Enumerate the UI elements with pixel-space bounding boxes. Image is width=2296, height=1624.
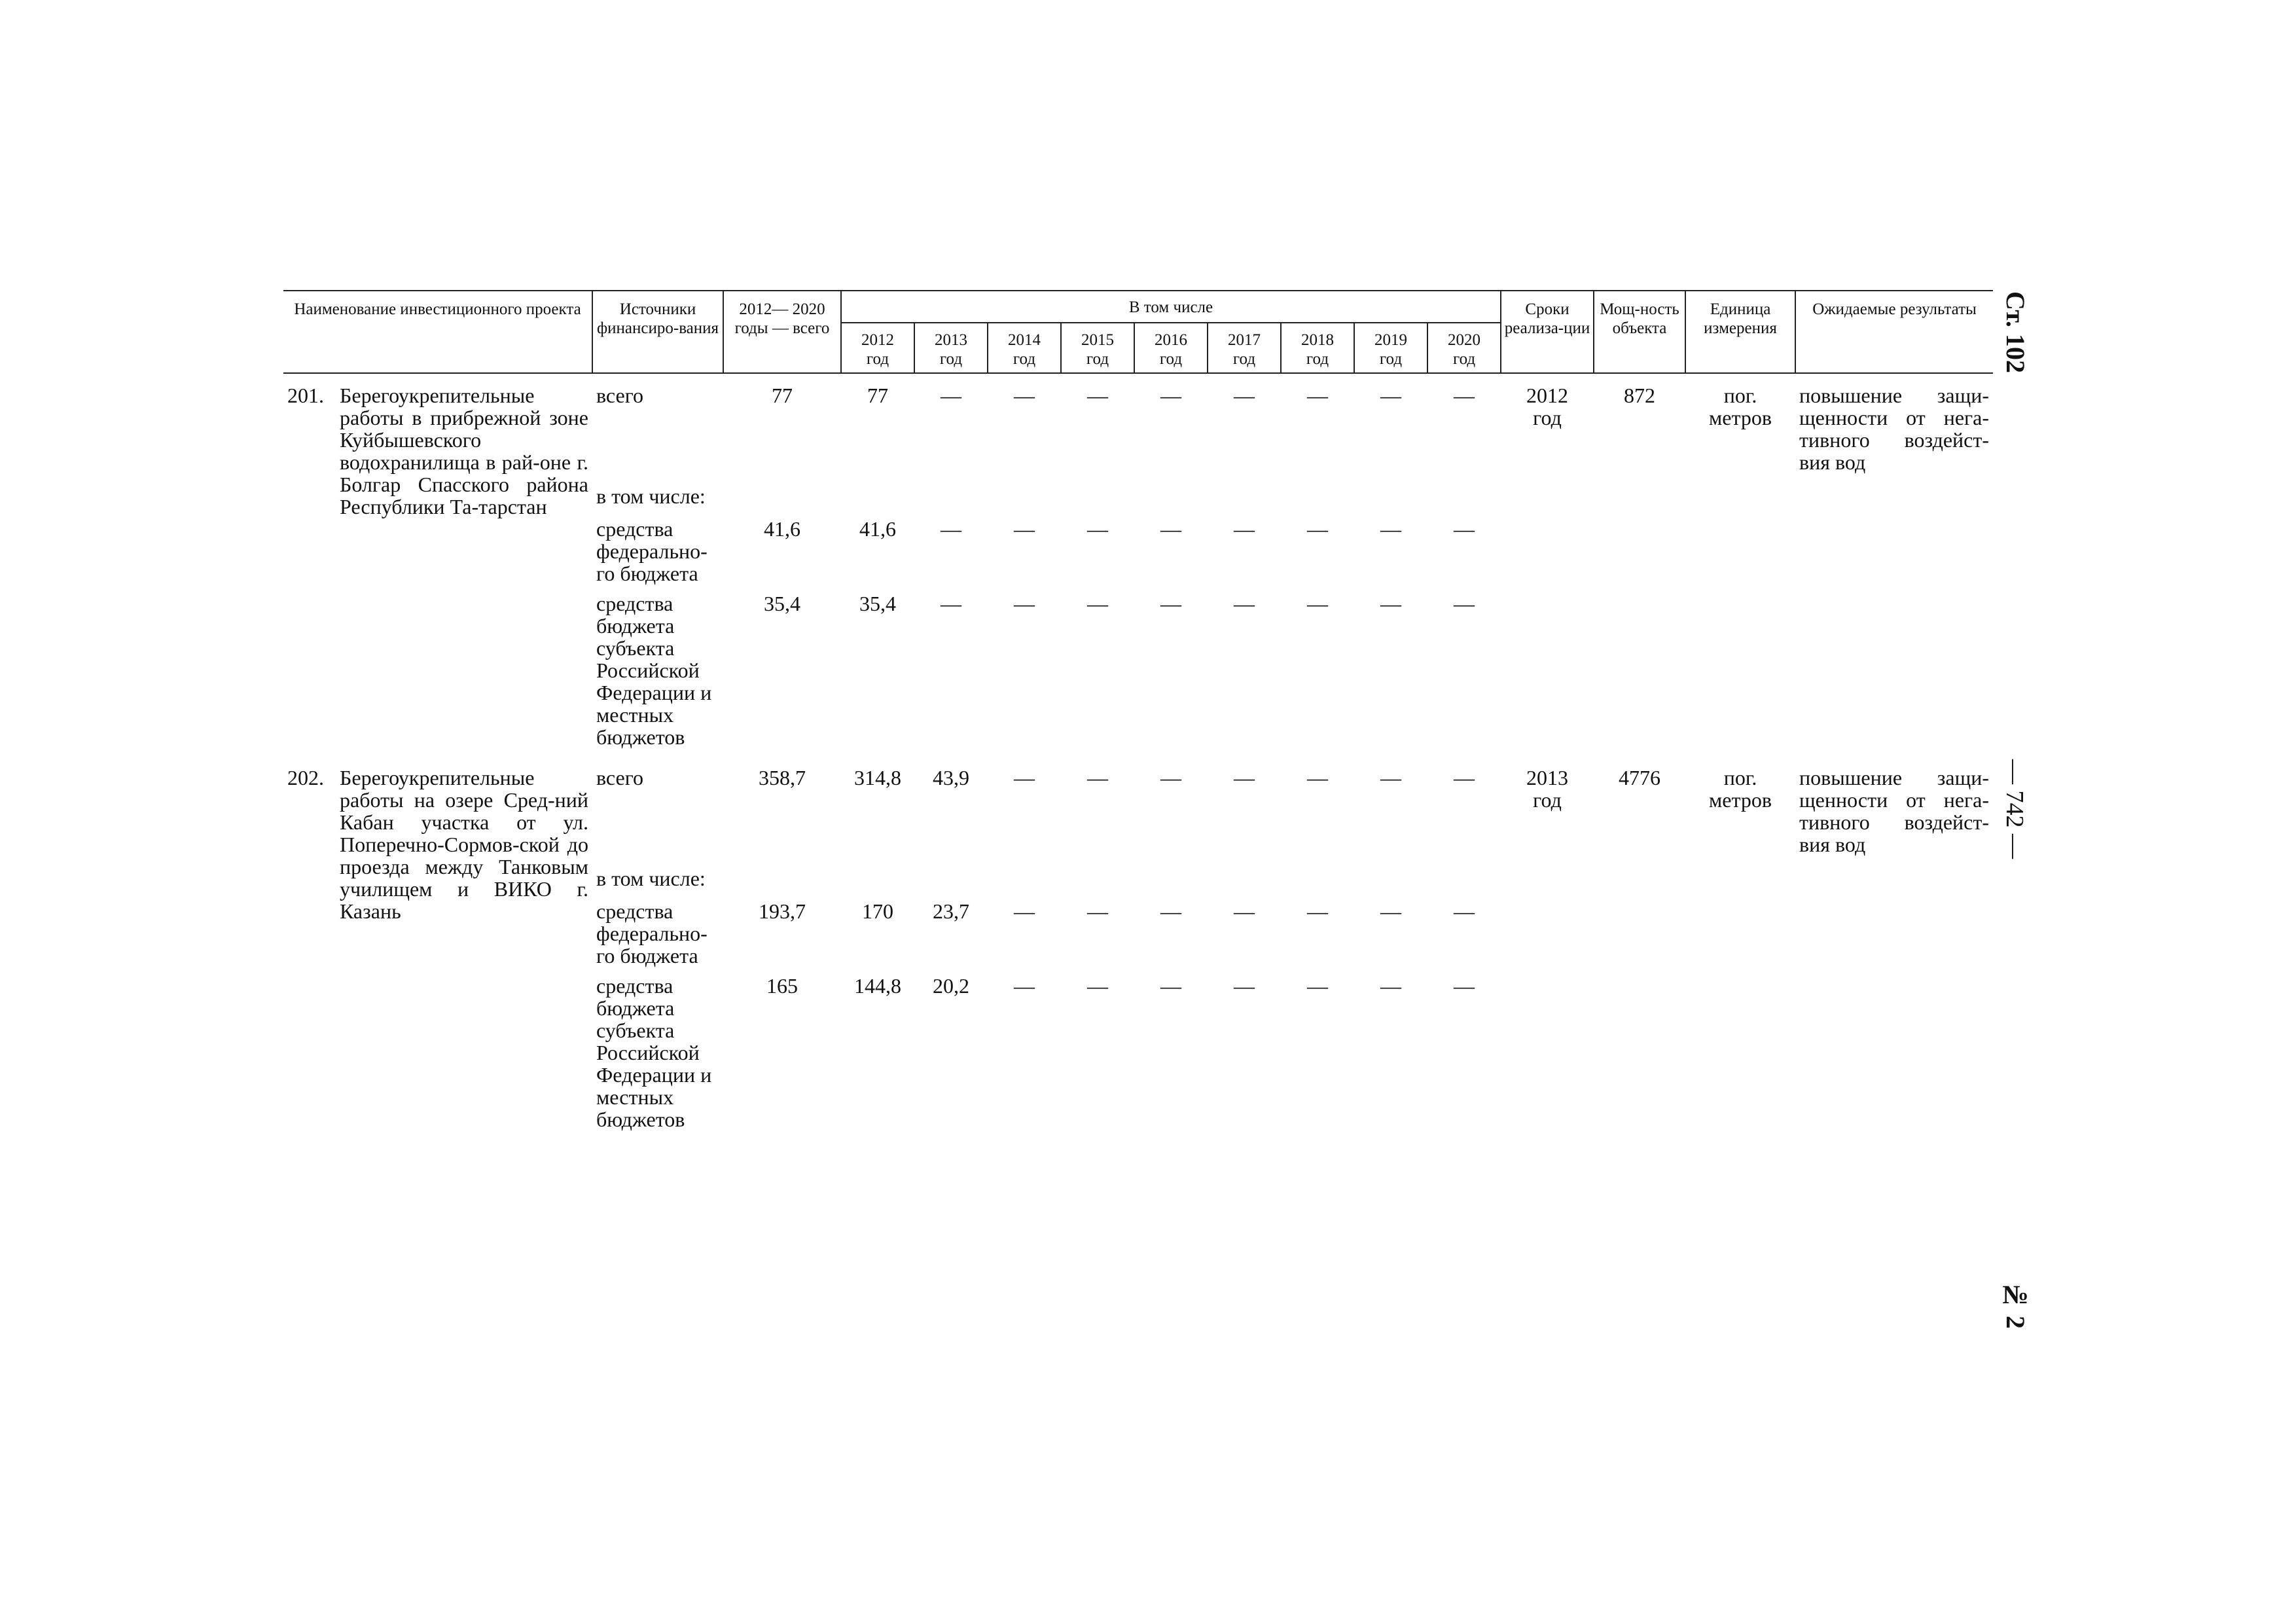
expected-result: повышение защи-щенности от нега-тивного воздейст-вия вод — [1799, 766, 1990, 856]
empty-cell — [1501, 975, 1594, 1138]
total-value: 165 — [766, 974, 798, 998]
year-value: 43,9 — [933, 766, 969, 789]
empty-cell — [1427, 863, 1501, 900]
year-value: — — [1160, 899, 1181, 923]
header-year: 2015 год — [1061, 323, 1134, 373]
unit-line: пог. — [1723, 384, 1757, 407]
empty-cell — [1795, 481, 1993, 518]
year-value: 23,7 — [933, 899, 969, 923]
margin-issue-number: № 2 — [2001, 1280, 2030, 1329]
year-value: — — [1234, 517, 1255, 541]
empty-cell — [1208, 863, 1281, 900]
header-year: 2017 год — [1208, 323, 1281, 373]
empty-cell — [1685, 592, 1795, 756]
empty-cell — [1061, 863, 1134, 900]
year-value: — — [1234, 384, 1255, 407]
table-header-row — [283, 291, 1993, 323]
table-body — [283, 373, 1993, 1138]
total-value: 77 — [772, 384, 793, 407]
implementation-term — [1501, 756, 1594, 863]
total-value: 358,7 — [759, 766, 806, 789]
header-sources: Источники финансиро-вания — [592, 291, 723, 373]
term-unit: год — [1533, 788, 1562, 812]
empty-cell — [1685, 518, 1795, 592]
empty-cell — [1501, 863, 1594, 900]
project-number: 202. — [287, 766, 324, 789]
year-value: — — [1160, 974, 1181, 998]
expected-result: повышение защи-щенности от нега-тивного воздейст-вия вод — [1799, 384, 1990, 474]
empty-cell — [1795, 592, 1993, 756]
empty-cell — [1208, 481, 1281, 518]
empty-cell — [1594, 592, 1685, 756]
header-results: Ожидаемые результаты — [1795, 291, 1993, 373]
measurement-unit — [1685, 756, 1795, 863]
year-value: — — [1307, 899, 1328, 923]
empty-cell — [1685, 900, 1795, 975]
term-year: 2013 — [1526, 766, 1569, 789]
year-value: — — [1014, 766, 1035, 789]
term-year: 2012 — [1526, 384, 1569, 407]
funding-source: средства федерально-го бюджета — [596, 899, 708, 967]
empty-cell — [723, 481, 841, 518]
header-year: 2014 год — [988, 323, 1061, 373]
empty-cell — [1354, 863, 1427, 900]
year-value: — — [941, 517, 961, 541]
year-value: — — [1014, 974, 1035, 998]
year-value: — — [1380, 766, 1401, 789]
project-name-cell — [283, 373, 592, 756]
year-value: — — [1014, 899, 1035, 923]
empty-cell — [841, 481, 914, 518]
year-value: — — [1307, 974, 1328, 998]
year-value: — — [1380, 517, 1401, 541]
year-value: — — [1454, 974, 1475, 998]
year-value: 77 — [867, 384, 888, 407]
project-name: Берегоукрепительные работы на озере Сред-ний Кабан участка от ул. Поперечно-Сормов-ской до проезда между Танковым училищем и ВИКО г. Казань — [340, 766, 588, 923]
header-terms: Сроки реализа-ции — [1501, 291, 1594, 373]
header-including: В том числе — [841, 291, 1501, 323]
empty-cell — [988, 863, 1061, 900]
year-value: — — [941, 592, 961, 615]
year-value: — — [1234, 974, 1255, 998]
year-value: — — [941, 384, 961, 407]
empty-cell — [1685, 481, 1795, 518]
margin-article-number: Ст. 102 — [2001, 291, 2030, 373]
table-row — [283, 756, 1993, 863]
empty-cell — [1134, 481, 1208, 518]
funding-source: в том числе: — [596, 484, 706, 508]
empty-cell — [1685, 863, 1795, 900]
measurement-unit — [1685, 373, 1795, 481]
empty-cell — [1594, 481, 1685, 518]
year-value: — — [1454, 899, 1475, 923]
empty-cell — [1795, 900, 1993, 975]
header-year: 2018 год — [1281, 323, 1354, 373]
total-value: 41,6 — [764, 517, 800, 541]
empty-cell — [1594, 863, 1685, 900]
year-value: — — [1380, 899, 1401, 923]
year-value: — — [1087, 517, 1108, 541]
header-unit: Единица измерения — [1685, 291, 1795, 373]
year-value: 170 — [862, 899, 893, 923]
funding-source: всего — [596, 384, 644, 407]
year-value: — — [1160, 592, 1181, 615]
year-value: — — [1087, 766, 1108, 789]
project-name-cell — [283, 756, 592, 1138]
empty-cell — [914, 863, 988, 900]
empty-cell — [988, 481, 1061, 518]
empty-cell — [1281, 481, 1354, 518]
year-value: — — [1454, 517, 1475, 541]
year-value: — — [1160, 384, 1181, 407]
empty-cell — [1427, 481, 1501, 518]
empty-cell — [1795, 863, 1993, 900]
unit-line: пог. — [1723, 766, 1757, 789]
year-value: — — [1234, 592, 1255, 615]
header-year: 2016 год — [1134, 323, 1208, 373]
header-year: 2020 год — [1427, 323, 1501, 373]
empty-cell — [841, 863, 914, 900]
year-value: — — [1160, 766, 1181, 789]
year-value: — — [1454, 384, 1475, 407]
empty-cell — [1501, 481, 1594, 518]
empty-cell — [1594, 518, 1685, 592]
header-capacity: Мощ-ность объекта — [1594, 291, 1685, 373]
year-value: — — [1307, 766, 1328, 789]
empty-cell — [1594, 975, 1685, 1138]
header-year: 2012 год — [841, 323, 914, 373]
empty-cell — [723, 863, 841, 900]
header-project-name: Наименование инвестиционного проекта — [283, 291, 592, 373]
implementation-term — [1501, 373, 1594, 481]
funding-source: средства федерально-го бюджета — [596, 517, 708, 585]
funding-source: средства бюджета субъекта Российской Федерации и местных бюджетов — [596, 974, 712, 1131]
empty-cell — [1061, 481, 1134, 518]
unit-line: метров — [1709, 788, 1772, 812]
funding-source: в том числе: — [596, 867, 706, 890]
header-total: 2012— 2020 годы — всего — [723, 291, 841, 373]
year-value: — — [1307, 517, 1328, 541]
total-value: 35,4 — [764, 592, 800, 615]
margin-page-number: — 742 — — [2001, 759, 2028, 859]
year-value: — — [1160, 517, 1181, 541]
header-year: 2019 год — [1354, 323, 1427, 373]
empty-cell — [1594, 900, 1685, 975]
empty-cell — [1501, 518, 1594, 592]
year-value: — — [1234, 899, 1255, 923]
object-capacity: 872 — [1624, 384, 1656, 407]
funding-source: всего — [596, 766, 644, 789]
year-value: 20,2 — [933, 974, 969, 998]
year-value: — — [1307, 592, 1328, 615]
term-unit: год — [1533, 406, 1562, 429]
header-year: 2013 год — [914, 323, 988, 373]
investment-projects-table — [283, 290, 1993, 1138]
year-value: 314,8 — [854, 766, 901, 789]
year-value: — — [1087, 592, 1108, 615]
year-value: 144,8 — [854, 974, 901, 998]
object-capacity: 4776 — [1619, 766, 1661, 789]
empty-cell — [1501, 900, 1594, 975]
year-value: — — [1234, 766, 1255, 789]
year-value: — — [1307, 384, 1328, 407]
year-value: — — [1380, 592, 1401, 615]
year-value: — — [1454, 766, 1475, 789]
year-value: — — [1087, 899, 1108, 923]
empty-cell — [1685, 975, 1795, 1138]
year-value: — — [1087, 974, 1108, 998]
unit-line: метров — [1709, 406, 1772, 429]
year-value: — — [1380, 974, 1401, 998]
funding-source: средства бюджета субъекта Российской Федерации и местных бюджетов — [596, 592, 712, 749]
empty-cell — [1795, 518, 1993, 592]
year-value: — — [1014, 517, 1035, 541]
empty-cell — [1795, 975, 1993, 1138]
year-value: — — [1454, 592, 1475, 615]
table-row — [283, 373, 1993, 481]
year-value: 35,4 — [859, 592, 896, 615]
empty-cell — [1354, 481, 1427, 518]
empty-cell — [914, 481, 988, 518]
year-value: — — [1014, 384, 1035, 407]
empty-cell — [1501, 592, 1594, 756]
empty-cell — [1134, 863, 1208, 900]
year-value: — — [1014, 592, 1035, 615]
year-value: — — [1380, 384, 1401, 407]
project-number: 201. — [287, 384, 324, 407]
project-name: Берегоукрепительные работы в прибрежной зоне Куйбышевского водохранилища в рай-оне г. Болгар Спасского района Республики Та-тарстан — [340, 384, 588, 518]
total-value: 193,7 — [759, 899, 806, 923]
empty-cell — [1281, 863, 1354, 900]
year-value: 41,6 — [859, 517, 896, 541]
year-value: — — [1087, 384, 1108, 407]
